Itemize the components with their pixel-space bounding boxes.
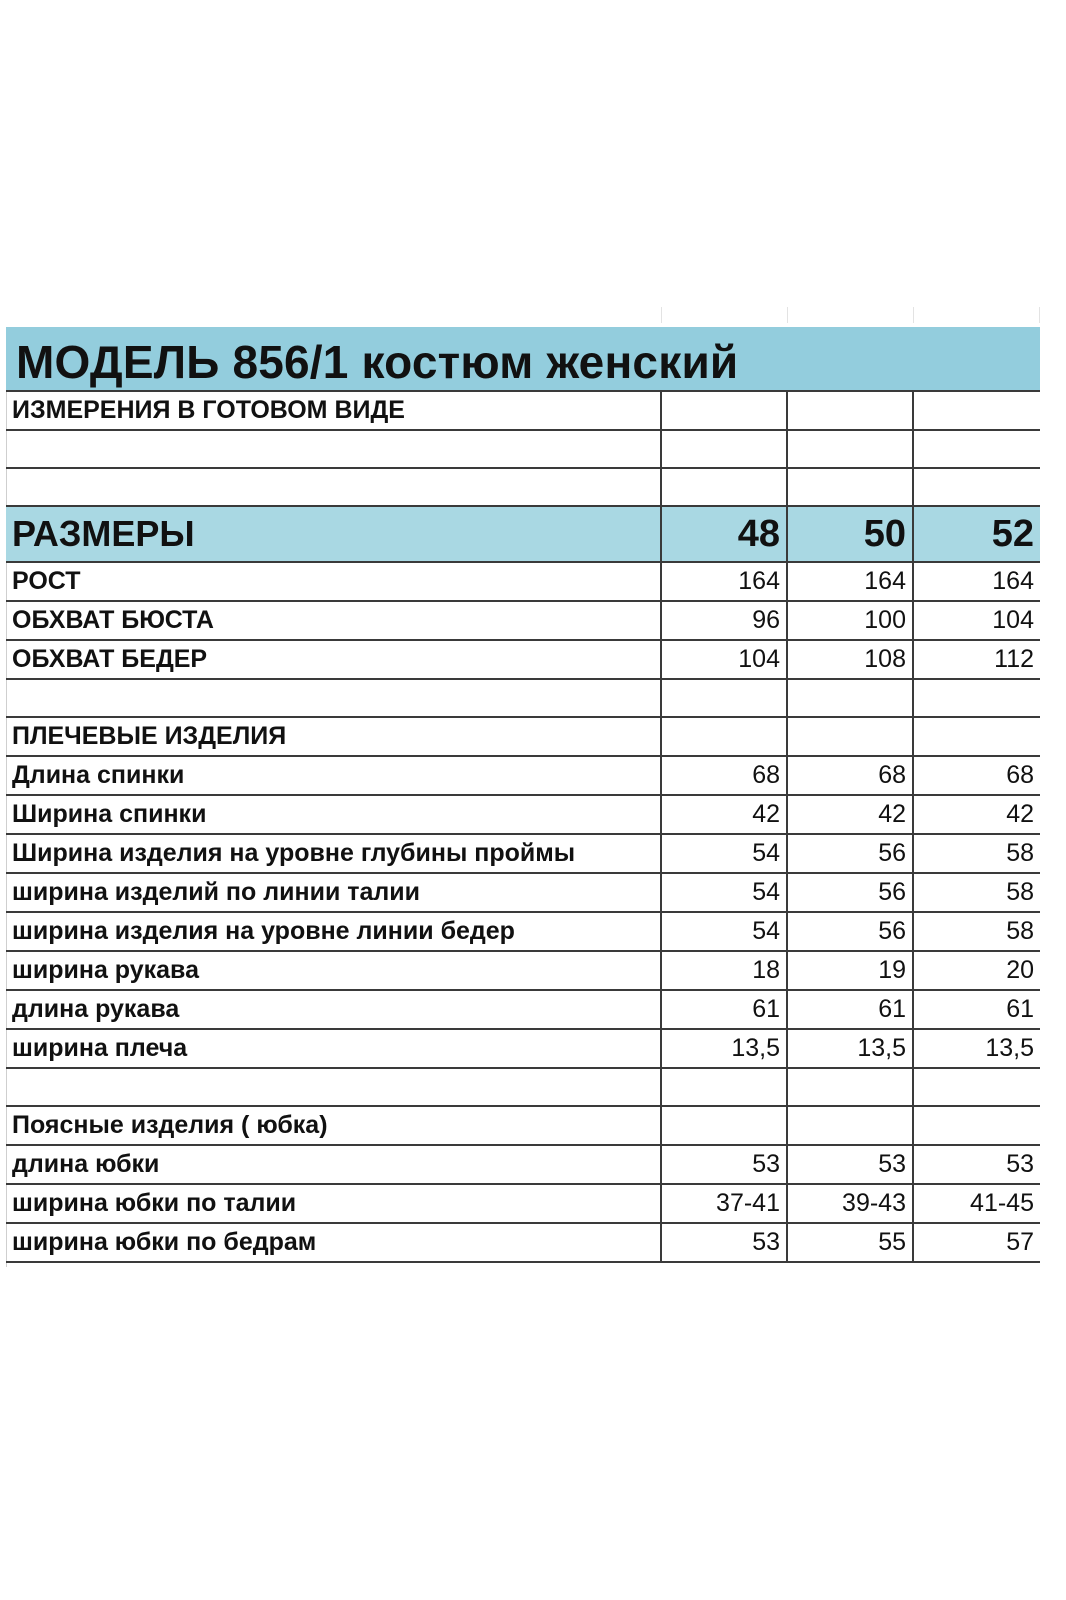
- table-row: [6, 1223, 1040, 1262]
- row-value: 56: [787, 834, 913, 873]
- row-value: 56: [787, 912, 913, 951]
- table-row: [6, 601, 1040, 640]
- row-label: ширина изделий по линии талии: [6, 873, 661, 912]
- row-value: 13,5: [787, 1029, 913, 1068]
- row-value: 112: [913, 640, 1040, 679]
- row-label: длина юбки: [6, 1145, 661, 1184]
- row-label: РОСТ: [6, 562, 661, 601]
- row-value: 53: [787, 1145, 913, 1184]
- empty-cell: [787, 430, 913, 468]
- row-value: 37-41: [661, 1184, 787, 1223]
- table-row: [6, 834, 1040, 873]
- row-value: 39-43: [787, 1184, 913, 1223]
- row-value: 68: [913, 756, 1040, 795]
- empty-cell: [661, 679, 787, 717]
- table-row: [6, 873, 1040, 912]
- row-value: 58: [913, 873, 1040, 912]
- empty-cell: [913, 392, 1040, 430]
- row-label: ОБХВАТ БЕДЕР: [6, 640, 661, 679]
- row-value: 104: [913, 601, 1040, 640]
- row-value: 42: [661, 795, 787, 834]
- row-label: ширина юбки по бедрам: [6, 1223, 661, 1262]
- empty-cell: [6, 468, 661, 506]
- empty-cell: [913, 468, 1040, 506]
- empty-cell: [661, 468, 787, 506]
- section-header-row: [6, 1106, 1040, 1145]
- page-title: МОДЕЛЬ 856/1 костюм женский: [16, 336, 739, 388]
- row-value: 41-45: [913, 1184, 1040, 1223]
- row-label: Ширина изделия на уровне глубины проймы: [6, 834, 661, 873]
- empty-cell: [913, 430, 1040, 468]
- size-50: 50: [787, 506, 913, 562]
- empty-cell: [6, 430, 661, 468]
- measurements-table: [6, 392, 1040, 1263]
- empty-cell: [787, 717, 913, 756]
- empty-cell: [913, 1068, 1040, 1106]
- empty-cell: [6, 1068, 661, 1106]
- empty-cell: [913, 679, 1040, 717]
- empty-cell: [661, 717, 787, 756]
- row-value: 54: [661, 873, 787, 912]
- row-value: 55: [787, 1223, 913, 1262]
- empty-cell: [787, 392, 913, 430]
- table-row: [6, 912, 1040, 951]
- waist-section-title: Поясные изделия ( юбка): [6, 1106, 661, 1145]
- table-row: [6, 990, 1040, 1029]
- row-value: 54: [661, 834, 787, 873]
- shoulder-section-title: ПЛЕЧЕВЫЕ ИЗДЕЛИЯ: [6, 717, 661, 756]
- table-row: [6, 951, 1040, 990]
- table-row: [6, 1145, 1040, 1184]
- row-value: 68: [661, 756, 787, 795]
- table-row: [6, 640, 1040, 679]
- row-value: 18: [661, 951, 787, 990]
- row-value: 57: [913, 1223, 1040, 1262]
- row-value: 19: [787, 951, 913, 990]
- row-value: 61: [913, 990, 1040, 1029]
- top-gridlines: [6, 307, 1040, 325]
- row-value: 58: [913, 912, 1040, 951]
- row-value: 53: [913, 1145, 1040, 1184]
- row-value: 58: [913, 834, 1040, 873]
- sizes-header-row: [6, 506, 1040, 562]
- title-row: [6, 327, 1040, 392]
- row-label: Ширина спинки: [6, 795, 661, 834]
- empty-cell: [787, 468, 913, 506]
- subtitle-cell: ИЗМЕРЕНИЯ В ГОТОВОМ ВИДЕ: [6, 392, 661, 430]
- row-label: длина рукава: [6, 990, 661, 1029]
- empty-cell: [913, 717, 1040, 756]
- empty-cell: [661, 1106, 787, 1145]
- row-value: 13,5: [913, 1029, 1040, 1068]
- row-value: 100: [787, 601, 913, 640]
- row-label: ширина плеча: [6, 1029, 661, 1068]
- row-value: 68: [787, 756, 913, 795]
- empty-cell: [787, 1068, 913, 1106]
- empty-cell: [787, 679, 913, 717]
- row-label: ширина юбки по талии: [6, 1184, 661, 1223]
- section-header-row: [6, 717, 1040, 756]
- empty-cell: [913, 1106, 1040, 1145]
- row-value: 108: [787, 640, 913, 679]
- table-row: [6, 1029, 1040, 1068]
- row-value: 61: [661, 990, 787, 1029]
- subtitle-row: [6, 392, 1040, 430]
- row-value: 61: [787, 990, 913, 1029]
- empty-cell: [661, 392, 787, 430]
- empty-cell: [661, 430, 787, 468]
- table-row: [6, 562, 1040, 601]
- row-label: ширина рукава: [6, 951, 661, 990]
- empty-row: [6, 468, 1040, 506]
- table-row: [6, 795, 1040, 834]
- row-value: 164: [661, 562, 787, 601]
- sizes-label: РАЗМЕРЫ: [6, 506, 661, 562]
- empty-row: [6, 1068, 1040, 1106]
- row-value: 53: [661, 1223, 787, 1262]
- row-label: ширина изделия на уровне линии бедер: [6, 912, 661, 951]
- row-label: ОБХВАТ БЮСТА: [6, 601, 661, 640]
- row-value: 53: [661, 1145, 787, 1184]
- row-value: 54: [661, 912, 787, 951]
- row-value: 20: [913, 951, 1040, 990]
- empty-cell: [6, 679, 661, 717]
- empty-cell: [661, 1068, 787, 1106]
- row-value: 164: [913, 562, 1040, 601]
- row-value: 104: [661, 640, 787, 679]
- table-row: [6, 756, 1040, 795]
- empty-row: [6, 430, 1040, 468]
- row-value: 13,5: [661, 1029, 787, 1068]
- empty-row: [6, 679, 1040, 717]
- row-value: 164: [787, 562, 913, 601]
- row-value: 42: [787, 795, 913, 834]
- row-label: Длина спинки: [6, 756, 661, 795]
- size-48: 48: [661, 506, 787, 562]
- row-value: 42: [913, 795, 1040, 834]
- table-row: [6, 1184, 1040, 1223]
- empty-cell: [787, 1106, 913, 1145]
- row-value: 56: [787, 873, 913, 912]
- row-value: 96: [661, 601, 787, 640]
- size-52: 52: [913, 506, 1040, 562]
